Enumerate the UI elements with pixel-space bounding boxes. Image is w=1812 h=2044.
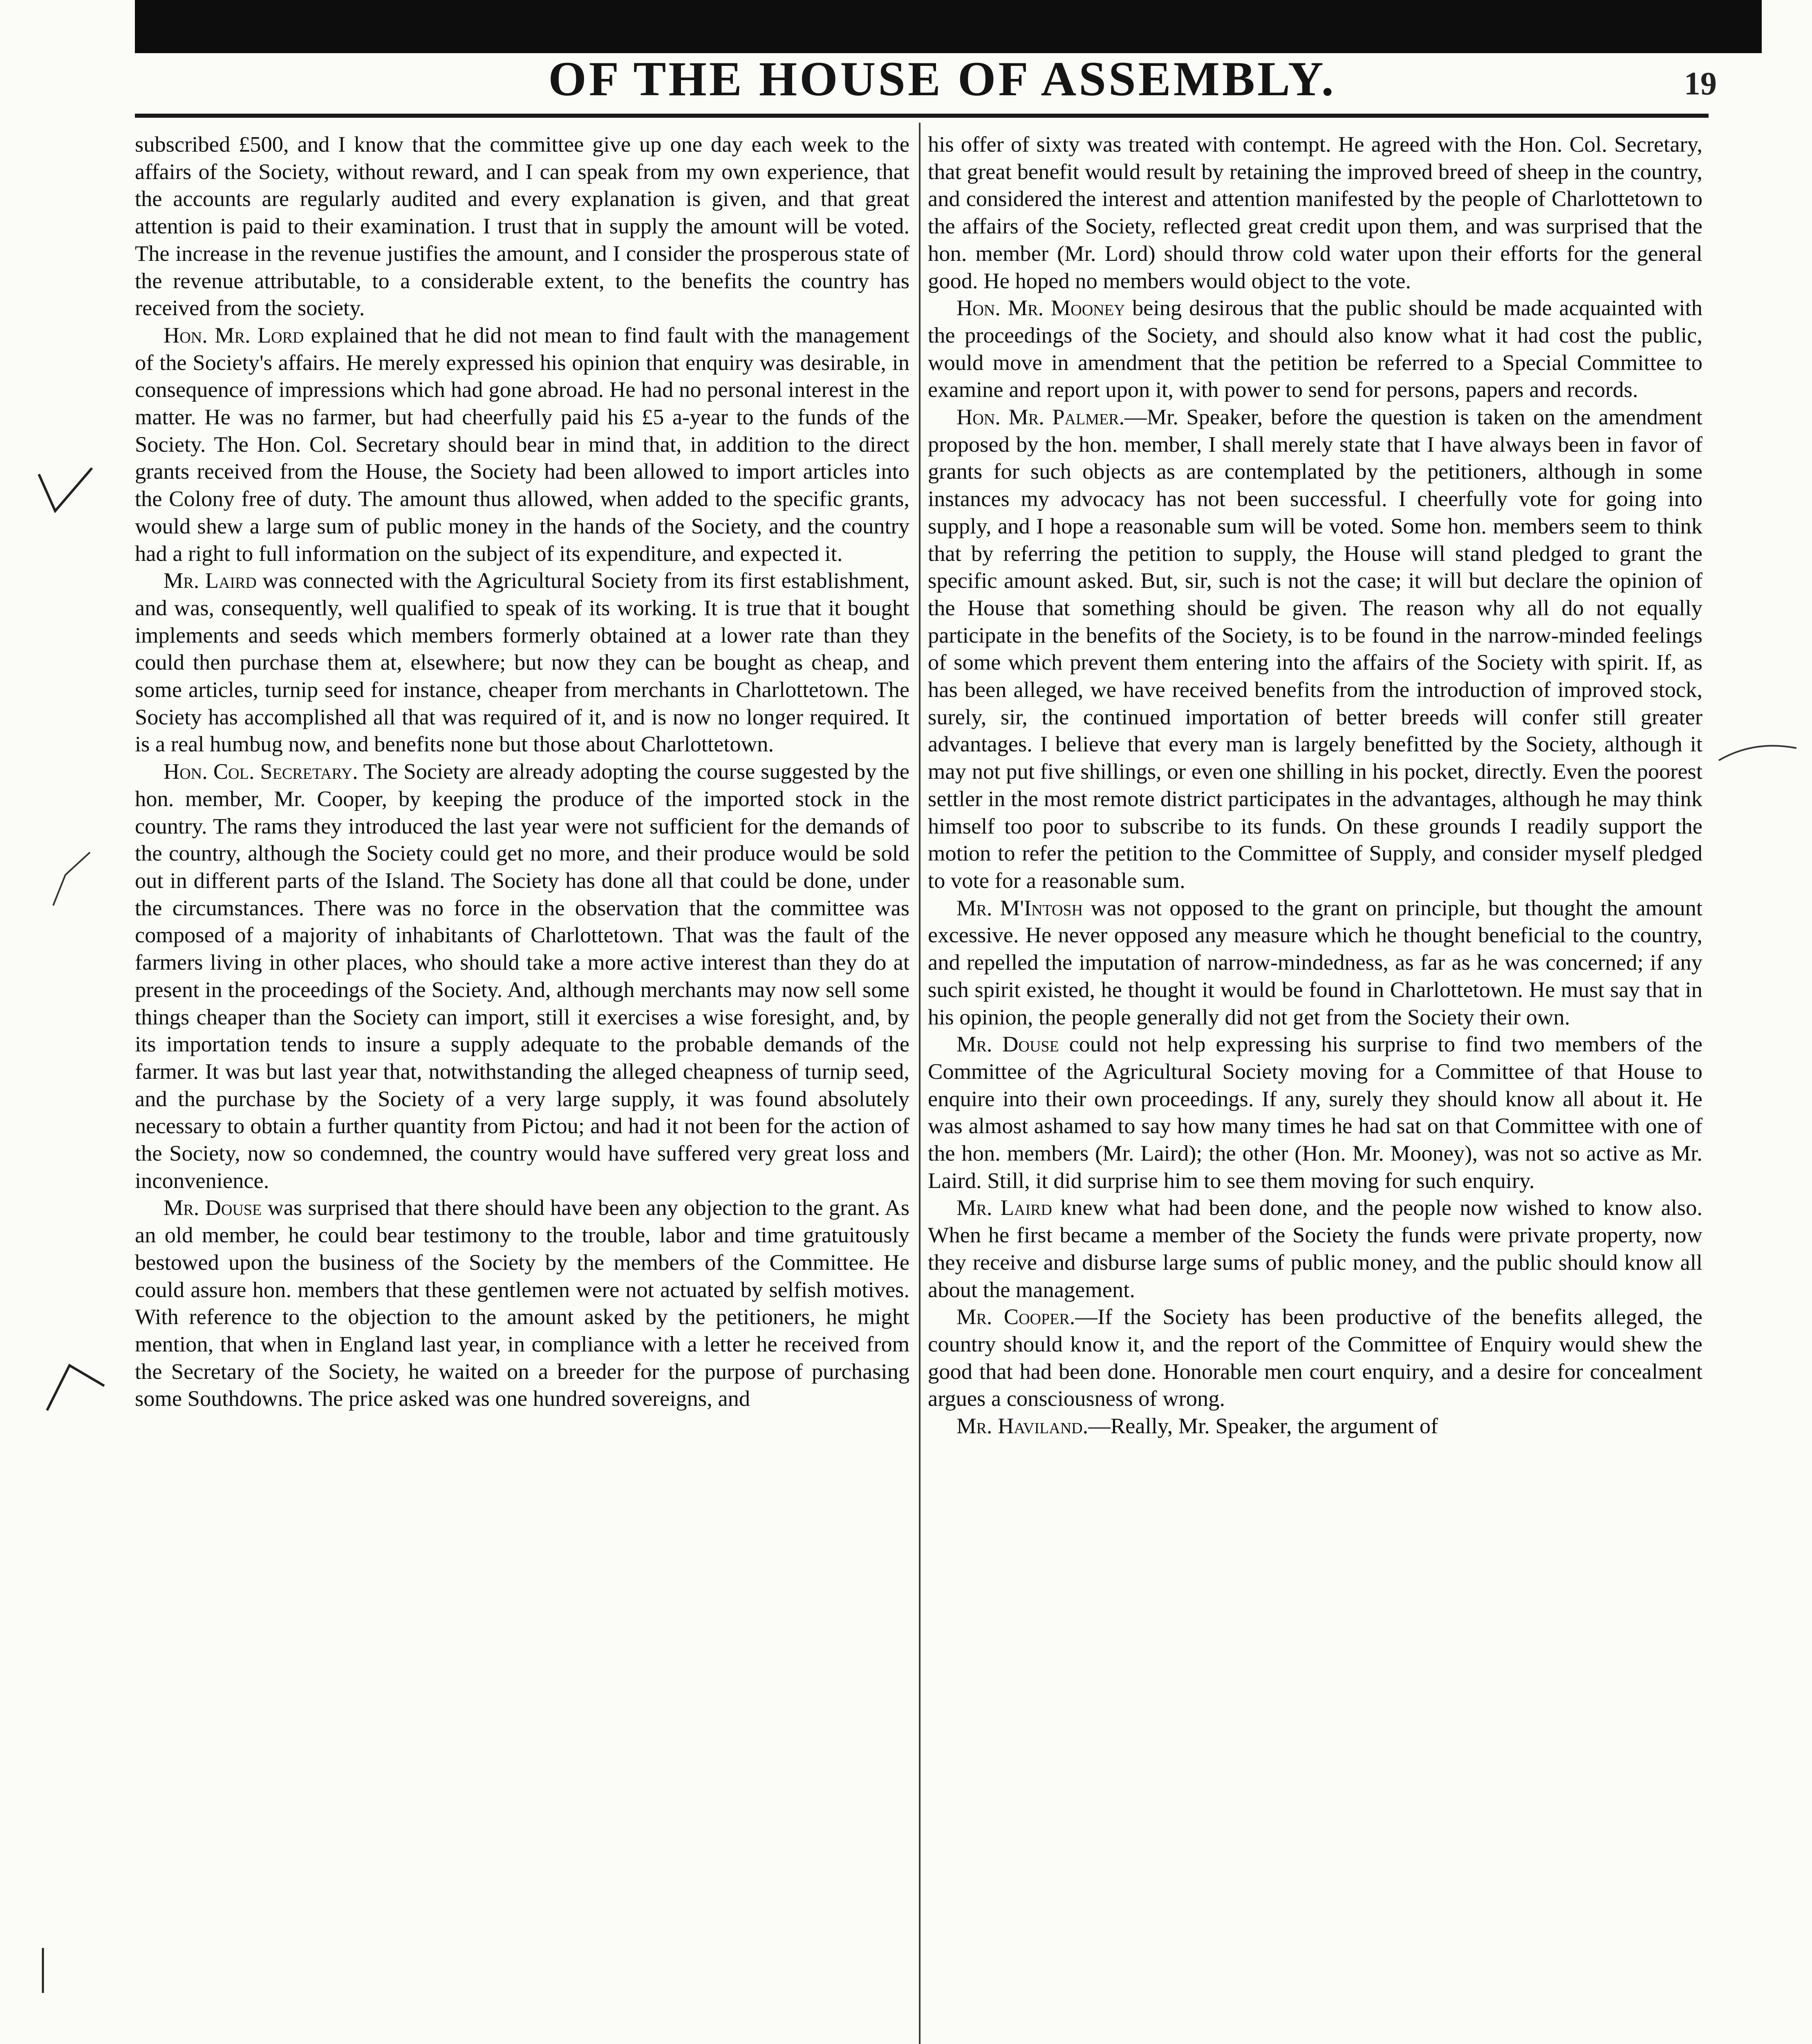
paragraph [135, 1194, 909, 1412]
speaker-name: Hon. Mr. Mooney [956, 295, 1125, 320]
margin-tick-mark [49, 850, 94, 908]
speaker-name: Mr. Douse [956, 1031, 1059, 1057]
margin-tick-mark [37, 466, 94, 515]
paragraph-text: knew what had been done, and the people now wished to know also. When he first became a member of the Society the funds were private property, now they receive and disburse large sums of public money, and the public should know all about the management. [928, 1195, 1702, 1302]
paragraph-text: was connected with the Agricultural Society from its first establishment, and was, consequently, well qualified to speak of its working. It is true that it bought implements and seeds which members formerly obtained at a lower rate than they could then purchase them at, elsewhere; but now they can be bought as cheap, and some articles, turnip seed for instance, cheaper from merchants in Charlottetown. The Society has accomplished all that was required of it, and is now no longer required. It is a real humbug now, and benefits none but those about Charlottetown. [135, 568, 909, 757]
paragraph-text: was not opposed to the grant on principle, but thought the amount excessive. He never opposed any measure which he thought beneficial to the country, and repelled the imputation of narrow-mindedness, as far as he was concerned; if any such spirit existed, he thought it would be found in Charlottetown. He must say that in his opinion, the people generally did not get from the Society their own. [928, 895, 1702, 1029]
paragraph-text: subscribed £500, and I know that the committee give up one day each week to the affairs of the Society, without reward, and I can speak from my own experience, that the accounts are regularly audited and every explanation is given, and that great attention is paid to their examination. I trust that in supply the amount will be voted. The increase in the revenue justifies the amount, and I consider the prosperous state of the revenue attributable, to a considerable extent, to the benefits the country has received from the society. [135, 132, 909, 320]
paragraph-text: —If the Society has been productive of the benefits alleged, the country should know it, and the report of the Committee of Enquiry would shew the good that had been done. Honorable men court enquiry, and a desire for concealment argues a consciousness of wrong. [928, 1304, 1702, 1411]
left-column [135, 131, 909, 2044]
speaker-name: Mr. Laird [164, 568, 257, 593]
speaker-name: Mr. Douse [164, 1195, 262, 1220]
paragraph-text: was surprised that there should have been any objection to the grant. As an old member, he could bear testimony to the trouble, labor and time gratuitously bestowed upon the business of the Society by the members of the Committee. He could assure hon. members that these gentlemen were not actuated by selfish motives. With reference to the objection to the amount asked by the petitioners, he might mention, that when in England last year, in compliance with a letter he received from the Secretary of the Society, he waited on a breeder for the purpose of purchasing some Southdowns. The price asked was one hundred sovereigns, and [135, 1195, 909, 1411]
speaker-name: Hon. Col. Secretary. [164, 759, 358, 784]
paragraph [928, 1031, 1702, 1194]
paragraph-text: The Society are already adopting the course suggested by the hon. member, Mr. Cooper, by keeping the produce of the imported stock in the country. The rams they introduced the last year were not sufficient for the demands of the country, although the Society could get no more, and their produce would be sold out in different parts of the Island. The Society has done all that could be done, under the circumstances. There was no force in the observation that the committee was composed of a majority of inhabitants of Charlottetown. That was the fault of the farmers living in other places, who should take a more active interest than they do at present in the proceedings of the Society. And, although merchants may now sell some things cheaper than the Society can import, still it exercises a wise foresight, and, by its importation tends to insure a supply adequate to the probable demands of the farmer. It was but last year that, notwithstanding the alleged cheapness of turnip seed, and the purchase by the Society of a very large supply, it was found absolutely necessary to obtain a further quantity from Pictou; and had it not been for the action of the Society, now so condemned, the country would have suffered very great loss and inconvenience. [135, 759, 909, 1193]
margin-bracket-mark [37, 1946, 49, 1995]
paragraph-text: —Mr. Speaker, before the question is taken on the amendment proposed by the hon. member, I shall merely state that I have always been in favor of grants for such objects as are contemplated by the petitioners, although in some instances my advocacy has not been successful. I cheerfully vote for going into supply, and I hope a reasonable sum will be voted. Some hon. members seem to think that by referring the petition to supply, the House will stand pledged to grant the specific amount asked. But, sir, such is not the case; it will but declare the opinion of the House that something should be given. The reason why all do not equally participate in the benefits of the Society, is to be found in the narrow-minded feelings of some which prevent them entering into the affairs of the Society with spirit. If, as has been alleged, we have received benefits from the introduction of improved stock, surely, sir, the continued importation of better breeds will confer still greater advantages. I believe that every man is largely benefitted by the Society, although it may not put five shillings, or even one shilling in his pocket, directly. Even the poorest settler in the most remote district participates in the advantages, although he may think himself too poor to subscribe to its funds. On these grounds I readily support the motion to refer the petition to the Committee of Supply, and consider myself pledged to vote for a reasonable sum. [928, 404, 1702, 893]
paragraph [135, 567, 909, 758]
speaker-name: Mr. Cooper. [956, 1304, 1075, 1329]
speaker-name: Hon. Mr. Palmer. [956, 404, 1125, 430]
paragraph [928, 131, 1702, 294]
margin-tick-mark [1717, 736, 1799, 773]
page-header: OF THE HOUSE OF ASSEMBLY. [548, 52, 1336, 106]
column-divider [919, 123, 921, 2044]
top-black-band [135, 0, 1762, 53]
paragraph [928, 1412, 1702, 1440]
paragraph [928, 403, 1702, 894]
right-column [928, 131, 1702, 2044]
paragraph-text: his offer of sixty was treated with contempt. He agreed with the Hon. Col. Secretary, that great benefit would result by retaining the improved breed of sheep in the country, and considered the interest and attention manifested by the people of Charlottetown to the affairs of the Society, reflected great credit upon them, and was surprised that the hon. member (Mr. Lord) should throw cold water upon their efforts for the general good. He hoped no members would object to the vote. [928, 132, 1702, 293]
paragraph-text: explained that he did not mean to find fault with the management of the Society's affairs. He merely expressed his opinion that enquiry was desirable, in consequence of impressions which had gone abroad. He had no personal interest in the matter. He was no farmer, but had cheerfully paid his £5 a-year to the funds of the Society. The Hon. Col. Secretary should bear in mind that, in addition to the direct grants received from the House, the Society had been allowed to import articles into the Colony free of duty. The amount thus allowed, when added to the specific grants, would shew a large sum of public money in the hands of the Society, and the country had a right to full information on the subject of its expenditure, and expected it. [135, 322, 909, 566]
header-rule [135, 114, 1709, 118]
paragraph [135, 131, 909, 322]
paragraph-text: —Really, Mr. Speaker, the argument of [1088, 1413, 1438, 1439]
paragraph-text: being desirous that the public should be made acquainted with the proceedings of the Society, and should also know what it had cost the public, would move in amendment that the petition be referred to a Special Committee to examine and report upon it, with power to send for persons, papers and records. [928, 295, 1702, 402]
paragraph [928, 294, 1702, 403]
paragraph [928, 1194, 1702, 1303]
paragraph [135, 758, 909, 1194]
paragraph [135, 322, 909, 567]
margin-tick-mark [45, 1361, 106, 1414]
speaker-name: Mr. M'Intosh [956, 895, 1083, 920]
paragraph-text: could not help expressing his surprise to find two members of the Committee of the Agricultural Society moving for a Committee of that House to enquire into their own proceedings. If any, surely they should know all about it. He was almost ashamed to say how many times he had sat on that Committee with one of the hon. members (Mr. Laird); the other (Hon. Mr. Mooney), was not so active as Mr. Laird. Still, it did surprise him to see them moving for such enquiry. [928, 1031, 1702, 1193]
speaker-name: Hon. Mr. Lord [164, 322, 304, 347]
speaker-name: Mr. Haviland. [956, 1413, 1089, 1439]
paragraph [928, 1303, 1702, 1412]
paragraph [928, 894, 1702, 1031]
page-number: 19 [1684, 66, 1717, 102]
speaker-name: Mr. Laird [956, 1195, 1052, 1220]
